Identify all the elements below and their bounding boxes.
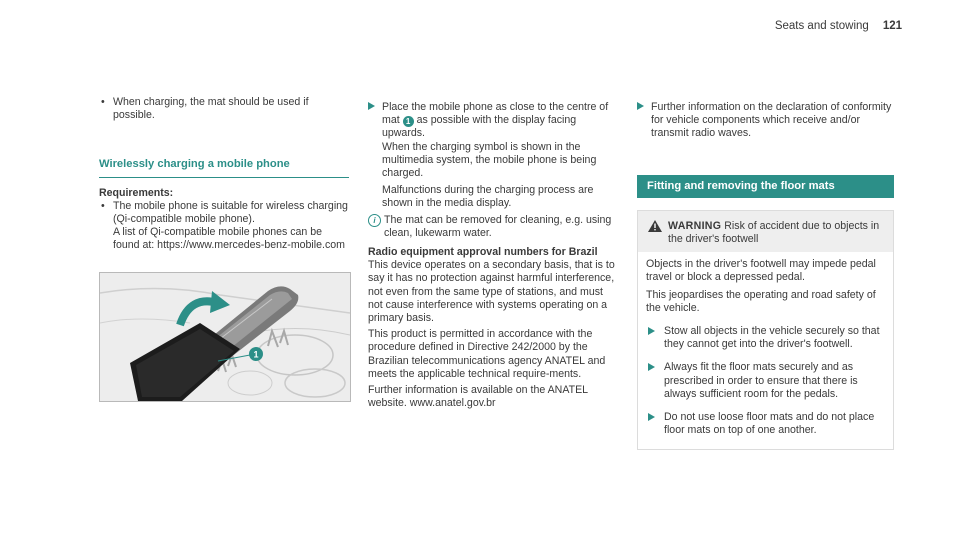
warning-paragraph: Objects in the driver's footwell may impede pedal travel or block a depressed pedal. <box>646 258 876 284</box>
requirement-note: A list of Qi-compatible mobile phones can be found at: https://www.mercedes-benz-mobile.com <box>113 226 345 252</box>
requirements-label: Requirements: <box>99 186 174 199</box>
step-text-start: Place the mobile phone as close to the centre of mat <box>382 101 609 127</box>
column-3 <box>637 101 894 450</box>
info-note <box>368 214 620 240</box>
callout-number-icon: 1 <box>403 116 414 127</box>
step-paragraph: Malfunctions during the charging process are shown in the media display. <box>382 184 594 210</box>
paragraph: Further information is available on the ANATEL website. www.anatel.gov.br <box>368 384 588 410</box>
paragraph: This product is permitted in accordance with the procedure defined in Directive 242/2000 by the Brazilian telecommunications agency ANATEL and meets the applicable technical require-ments. <box>368 328 606 380</box>
warning-label: WARNING <box>668 219 722 232</box>
requirements-list <box>99 200 349 226</box>
step-arrow-icon <box>648 413 655 421</box>
step-text: Further information on the declaration of conformity for vehicle components which receive and/or transmit radio waves. <box>651 101 892 140</box>
subheading: Radio equipment approval numbers for Brazil <box>368 246 598 259</box>
page-number: 121 <box>882 20 902 32</box>
instruction-step <box>368 101 620 211</box>
paragraph: This device operates on a secondary basis, that is to say it has no protection against harmful interference, not even from the same type of stations, and must not cause interference with systems operating on a primary basis. <box>368 259 615 325</box>
step-arrow-icon <box>648 363 655 371</box>
header-section: Seats and stowing <box>774 20 869 32</box>
step-arrow-icon <box>368 102 375 110</box>
warning-icon <box>648 220 662 232</box>
warning-step-text: Stow all objects in the vehicle securely so that they cannot get into the driver's footwell. <box>664 325 880 351</box>
step-text-end: as possible with the display facing upwards. <box>382 114 577 140</box>
warning-header <box>638 211 893 252</box>
warning-text: Risk of accident due to objects in the driver's footwell <box>668 219 880 246</box>
illustration-svg <box>100 273 350 401</box>
warning-box <box>637 210 894 451</box>
instruction-step <box>637 101 894 141</box>
info-icon: i <box>368 214 381 227</box>
warning-step <box>638 411 885 437</box>
bullet-item: • When charging, the mat should be used if possible. <box>99 96 349 122</box>
info-text: The mat can be removed for cleaning, e.g. using clean, lukewarm water. <box>384 213 612 239</box>
warning-paragraph: This jeopardises the operating and road safety of the vehicle. <box>646 288 876 314</box>
step-paragraph: When the charging symbol is shown in the multimedia system, the mobile phone is being charged. <box>382 140 597 180</box>
step-arrow-icon <box>637 102 644 110</box>
page-header <box>775 20 902 33</box>
section-heading-bar: Fitting and removing the floor mats <box>637 175 894 198</box>
warning-body <box>638 252 893 449</box>
step-arrow-icon <box>648 327 655 335</box>
warning-step-text: Always fit the floor mats securely and as prescribed in order to ensure that there is always sufficient room for the pedals. <box>664 361 858 400</box>
step-text <box>382 101 620 141</box>
charging-mat-illustration <box>99 272 351 402</box>
section-title: Wirelessly charging a mobile phone <box>99 158 349 177</box>
figure-callout: 1 <box>253 349 259 360</box>
requirement-item: • The mobile phone is suitable for wireless charging (Qi-compatible mobile phone). <box>99 200 349 226</box>
column-1 <box>99 96 349 253</box>
bullet-list <box>99 96 349 122</box>
warning-step-text: Do not use loose floor mats and do not place floor mats on top of one another. <box>664 411 875 437</box>
warning-step <box>638 325 885 351</box>
warning-step <box>638 361 885 401</box>
column-2 <box>368 101 620 410</box>
